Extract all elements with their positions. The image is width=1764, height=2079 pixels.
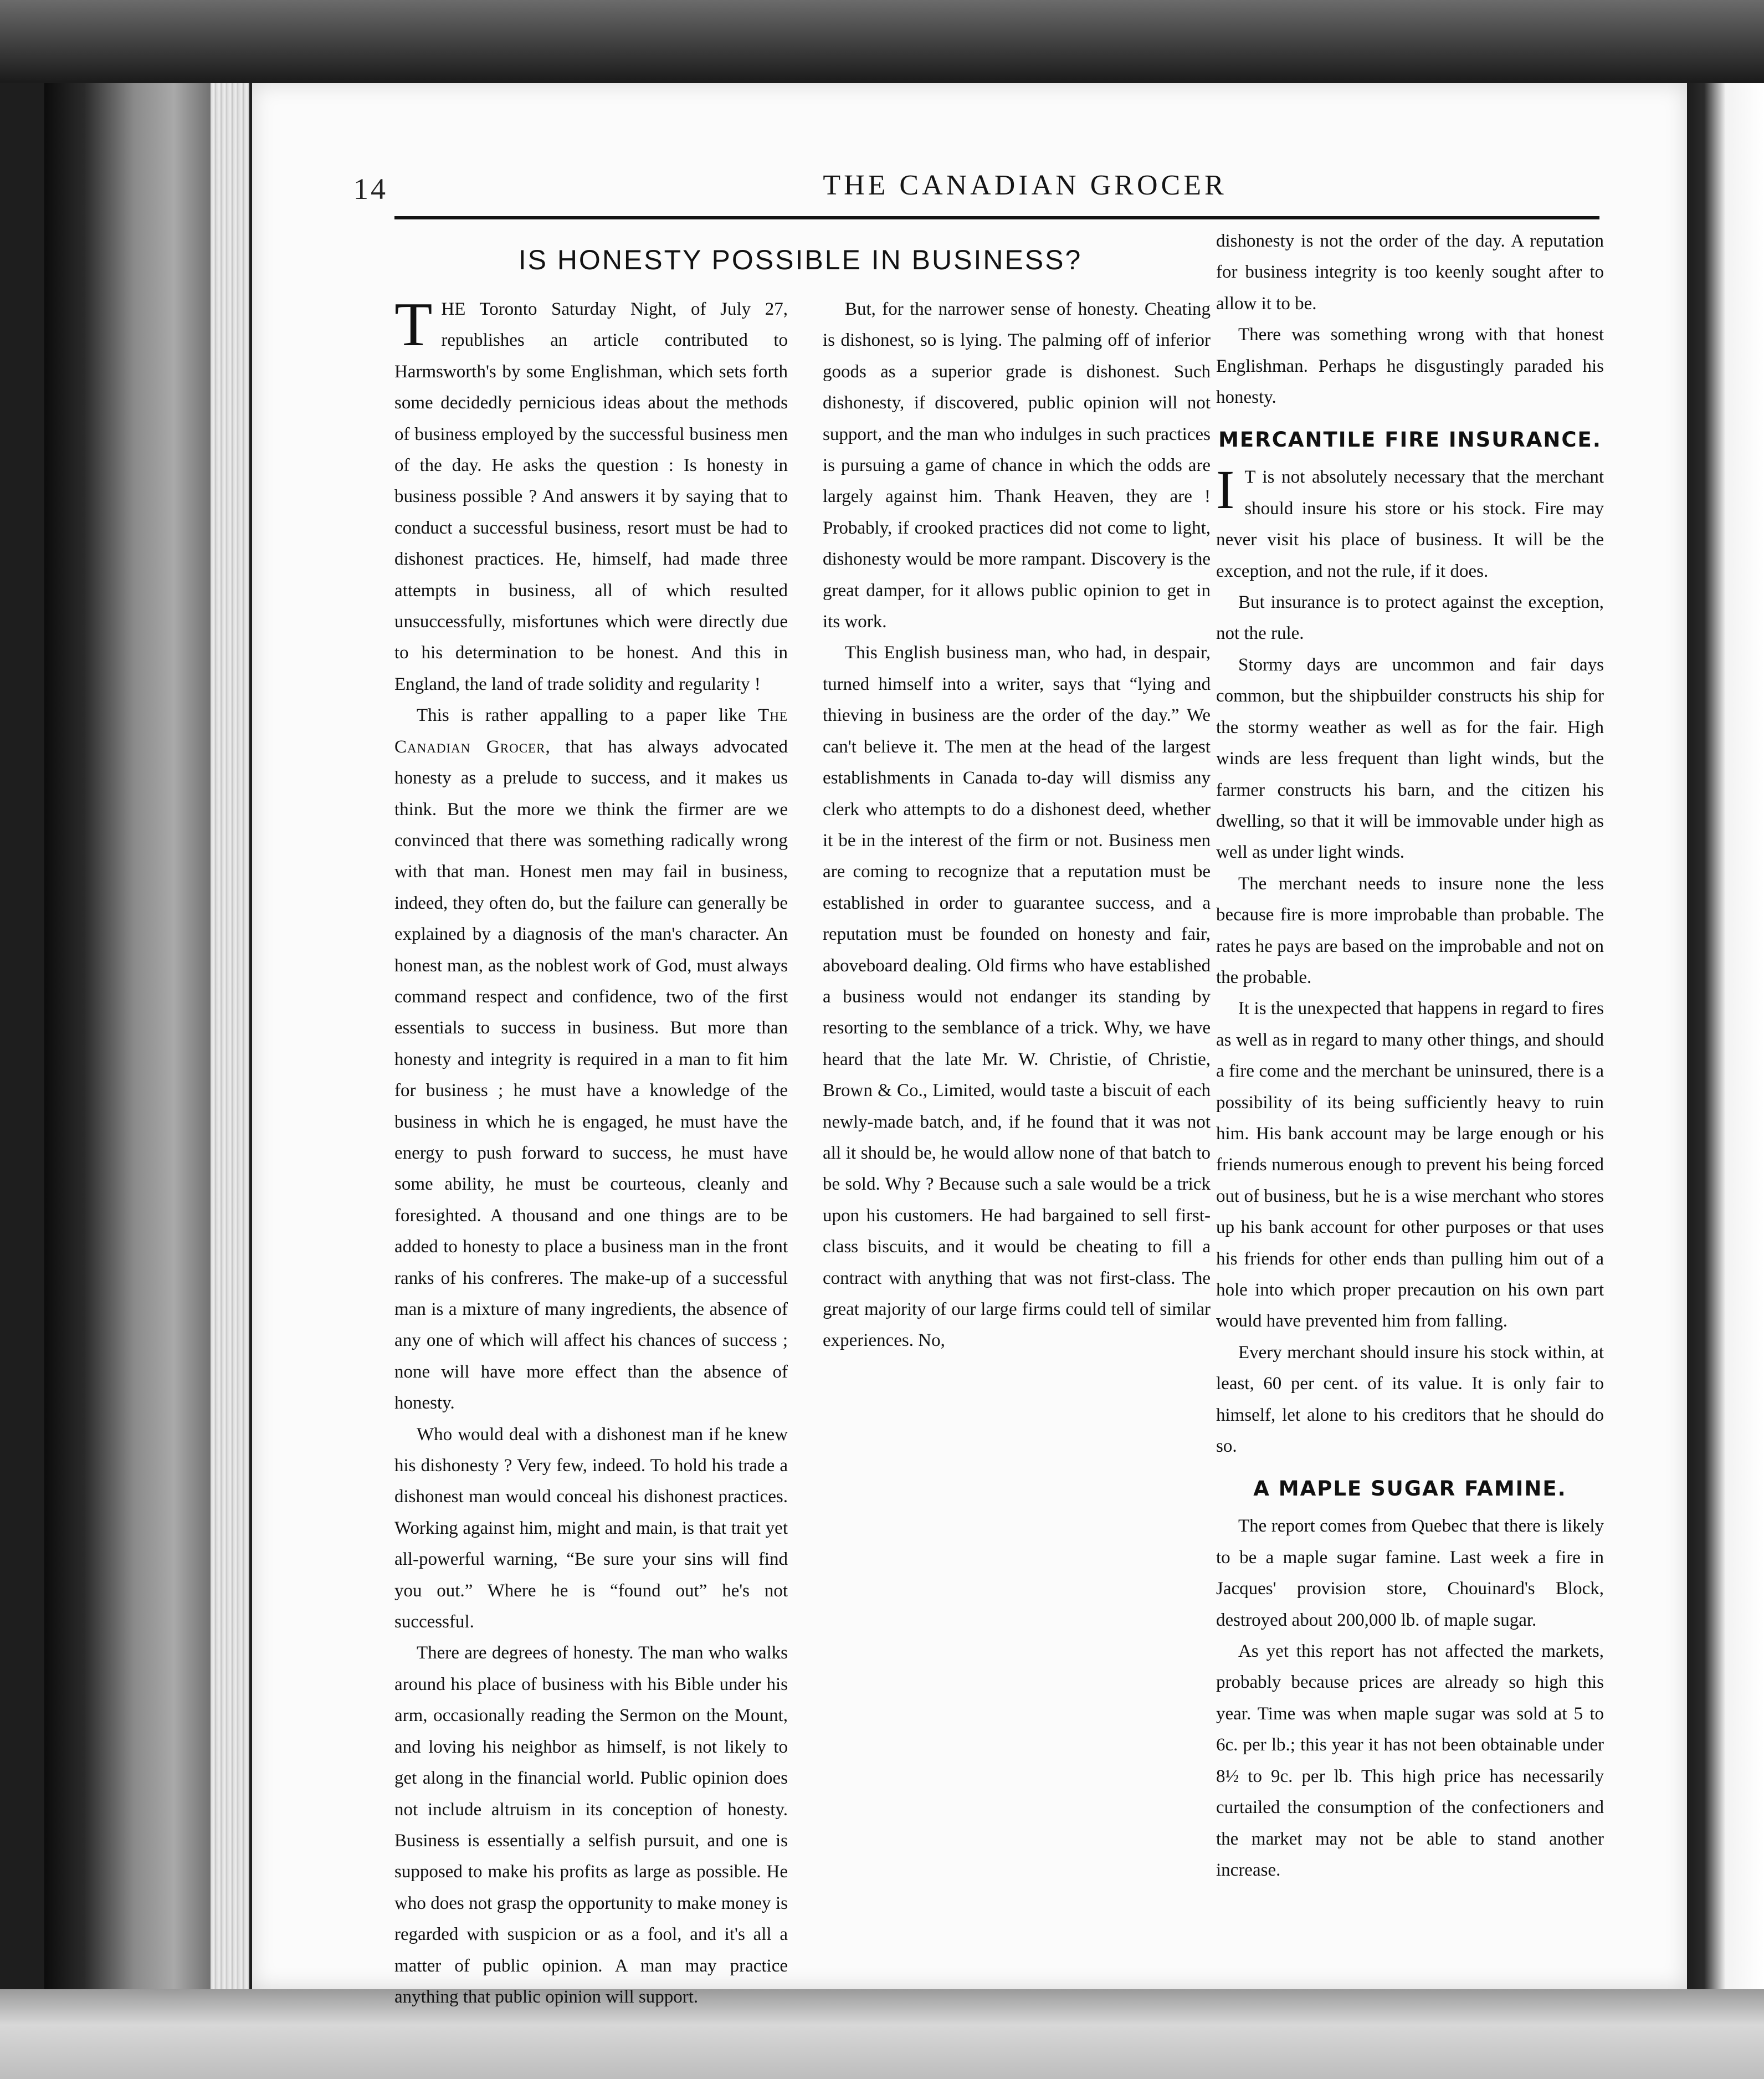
paragraph: Every merchant should insure his stock within, at least, 60 per cent. of its value. It is only fair to himself, let alone to his creditors that he should do so. bbox=[1216, 1342, 1604, 1457]
paragraph: As yet this report has not affected the markets, probably because prices are already so high this year. Time was when maple sugar was sold at 5 to 6c. per lb.; this year it has not been obtainable under 8½ to 9c. per lb. This high price has necessarily curtailed the consumption of the confectioners and the market may not be able to stand another increase. bbox=[1216, 1641, 1604, 1880]
scan-background-top bbox=[0, 0, 1764, 83]
column-2 bbox=[823, 294, 1211, 1356]
paragraph: I T is not absolutely necessary that the merchant should insure his store or his stock. Fire may never visit his place of business. It will be the exception, and not the rule, if it does. bbox=[1216, 459, 1604, 581]
drop-cap: T bbox=[394, 290, 433, 359]
facing-page-edge bbox=[1679, 83, 1764, 1989]
page-edges bbox=[211, 83, 249, 1989]
article-title-honesty: IS HONESTY POSSIBLE IN BUSINESS? bbox=[518, 244, 1083, 275]
paragraph: The merchant needs to insure none the less because fire is more improbable than probable. The rates he pays are based on the improbable and not on the probable. bbox=[1216, 873, 1604, 987]
article-title-fire-insurance: MERCANTILE FIRE INSURANCE. bbox=[1218, 428, 1602, 452]
publication-name: The Canadian Grocer bbox=[394, 705, 788, 757]
paragraph: The report comes from Quebec that there is likely to be a maple sugar famine. Last week a fire in Jacques' provision store, Chouinard's Block, destroyed about 200,000 lb. of maple sugar. bbox=[1216, 1516, 1604, 1630]
paragraph: THE Toronto Saturday Night, of July 27, republishes an article contributed to Harmsworth's by some Englishman, which sets forth some decidedly pernicious ideas about the methods of business employed by the successful business men of the day. He asks the question : Is honesty in business possible ? And answers it by saying that to conduct a successful business, resort must be had to dishonest practices. He, himself, had made three attempts in business, all of which resulted unsuccessfully, misfortunes which were directly due to his determination to be honest. And this in England, the land of trade solidity and regularity ! bbox=[394, 290, 788, 694]
paragraph: Who would deal with a dishonest man if he knew his dishonesty ? Very few, indeed. To hold his trade a dishonest man would conceal his dishonest practices. Working against him, might and main, is that trait yet all-powerful warning, “Be sure your sins will find you out.” Where he is “found out” he's not successful. bbox=[394, 1424, 788, 1632]
paragraph: But insurance is to protect against the exception, not the rule. bbox=[1216, 592, 1604, 644]
masthead: THE CANADIAN GROCER bbox=[823, 170, 1227, 201]
column-3 bbox=[1216, 226, 1604, 1886]
paragraph: dishonesty is not the order of the day. A reputation for business integrity is too keenly sought after to allow it to be. bbox=[1216, 231, 1604, 314]
scan-background-bottom bbox=[0, 1989, 1764, 2079]
paragraph: This is rather appalling to a paper like The Canadian Grocer, that has always advocated honesty as a prelude to success, and it makes us think. But the more we think the firmer are we convinced that there was something radically wrong with that man. Honest men may fail in business, indeed, they often do, but the failure can generally be explained by a diagnosis of the man's character. An honest man, as the noblest work of God, must always command respect and confidence, two of the first essentials to success in business. But more than honesty and integrity is required in a man to fit him for business ; he must have a knowledge of the business in which he is engaged, he must have the energy to push forward to success, he must have some ability, he must be courteous, cleanly and foresighted. A thousand and one things are to be added to honesty to place a business man in the front ranks of his confreres. The make-up of a successful man is a mixture of many ingredients, the absence of any one of which will affect his chances of success ; none will have more effect than the absence of honesty. bbox=[394, 705, 788, 1414]
column-1 bbox=[394, 290, 788, 2013]
article-title-maple-sugar: A MAPLE SUGAR FAMINE. bbox=[1253, 1477, 1567, 1501]
paragraph: But, for the narrower sense of honesty. Cheating is dishonest, so is lying. The palming off of inferior goods as a superior grade is dishonest. Such dishonesty, if discovered, public opinion will not support, and the man who indulges in such practices is pursuing a game of chance in which the odds are largely against him. Thank Heaven, they are ! Probably, if crooked practices did not come to light, dishonesty would be more rampant. Discovery is the great damper, for it allows public opinion to get in its work. bbox=[823, 299, 1211, 632]
header-rule bbox=[394, 216, 1599, 219]
page-number: 14 bbox=[353, 172, 388, 206]
paragraph: There was something wrong with that honest Englishman. Perhaps he disgustingly paraded his honesty. bbox=[1216, 325, 1604, 408]
paragraph: There are degrees of honesty. The man who walks around his place of business with his Bible under his arm, occasionally reading the Sermon on the Mount, and loving his neighbor as himself, is not likely to get along in the financial world. Public opinion does not include altruism in its conception of honesty. Business is essentially a selfish pursuit, and one is supposed to make his profits as large as possible. He who does not grasp the opportunity to make money is regarded with suspicion or as a fool, and it's all a matter of public opinion. A man may practice anything that public opinion will support. bbox=[394, 1643, 788, 2007]
paragraph: This English business man, who had, in despair, turned himself into a writer, says that “lying and thieving in business are the order of the day.” We can't believe it. The men at the head of the largest establishments in Canada to-day will dismiss any clerk who attempts to do a dishonest deed, whether it be in the interest of the firm or not. Business men are coming to recognize that a reputation must be established in order to guarantee success, and a reputation must be founded on honesty and fair, aboveboard dealing. Old firms who have established a business would not endanger its standing by resorting to the semblance of a trick. Why, we have heard that the late Mr. W. Christie, of Christie, Brown & Co., Limited, would taste a biscuit of each newly-made batch, and, if he found that it was not all it should be, he would allow none of that batch to be sold. Why ? Because such a sale would be a trick upon his customers. He had bargained to sell first-class biscuits, and it would be cheating to fill a contract with anything that was not first-class. The great majority of our large firms could tell of similar experiences. No, bbox=[823, 643, 1211, 1351]
paragraph: Stormy days are uncommon and fair days common, but the shipbuilder constructs his ship for the stormy weather as well as for the fair. High winds are less frequent than light winds, but the farmer constructs his barn, and the citizen his dwelling, so that it will be immovable under high as well as under light winds. bbox=[1216, 654, 1604, 863]
drop-cap: I bbox=[1216, 459, 1235, 521]
paragraph: It is the unexpected that happens in regard to fires as well as in regard to many other things, and should a fire come and the merchant be uninsured, there is a possibility of its being sufficiently heavy to ruin him. His bank account may be large enough or his friends numerous enough to prevent his being forced out of business, but he is a wise merchant who stores up his bank account for other purposes or that uses his friends for other ends than pulling him out of a hole into which proper precaution on his own part would have prevented him from falling. bbox=[1216, 998, 1604, 1332]
